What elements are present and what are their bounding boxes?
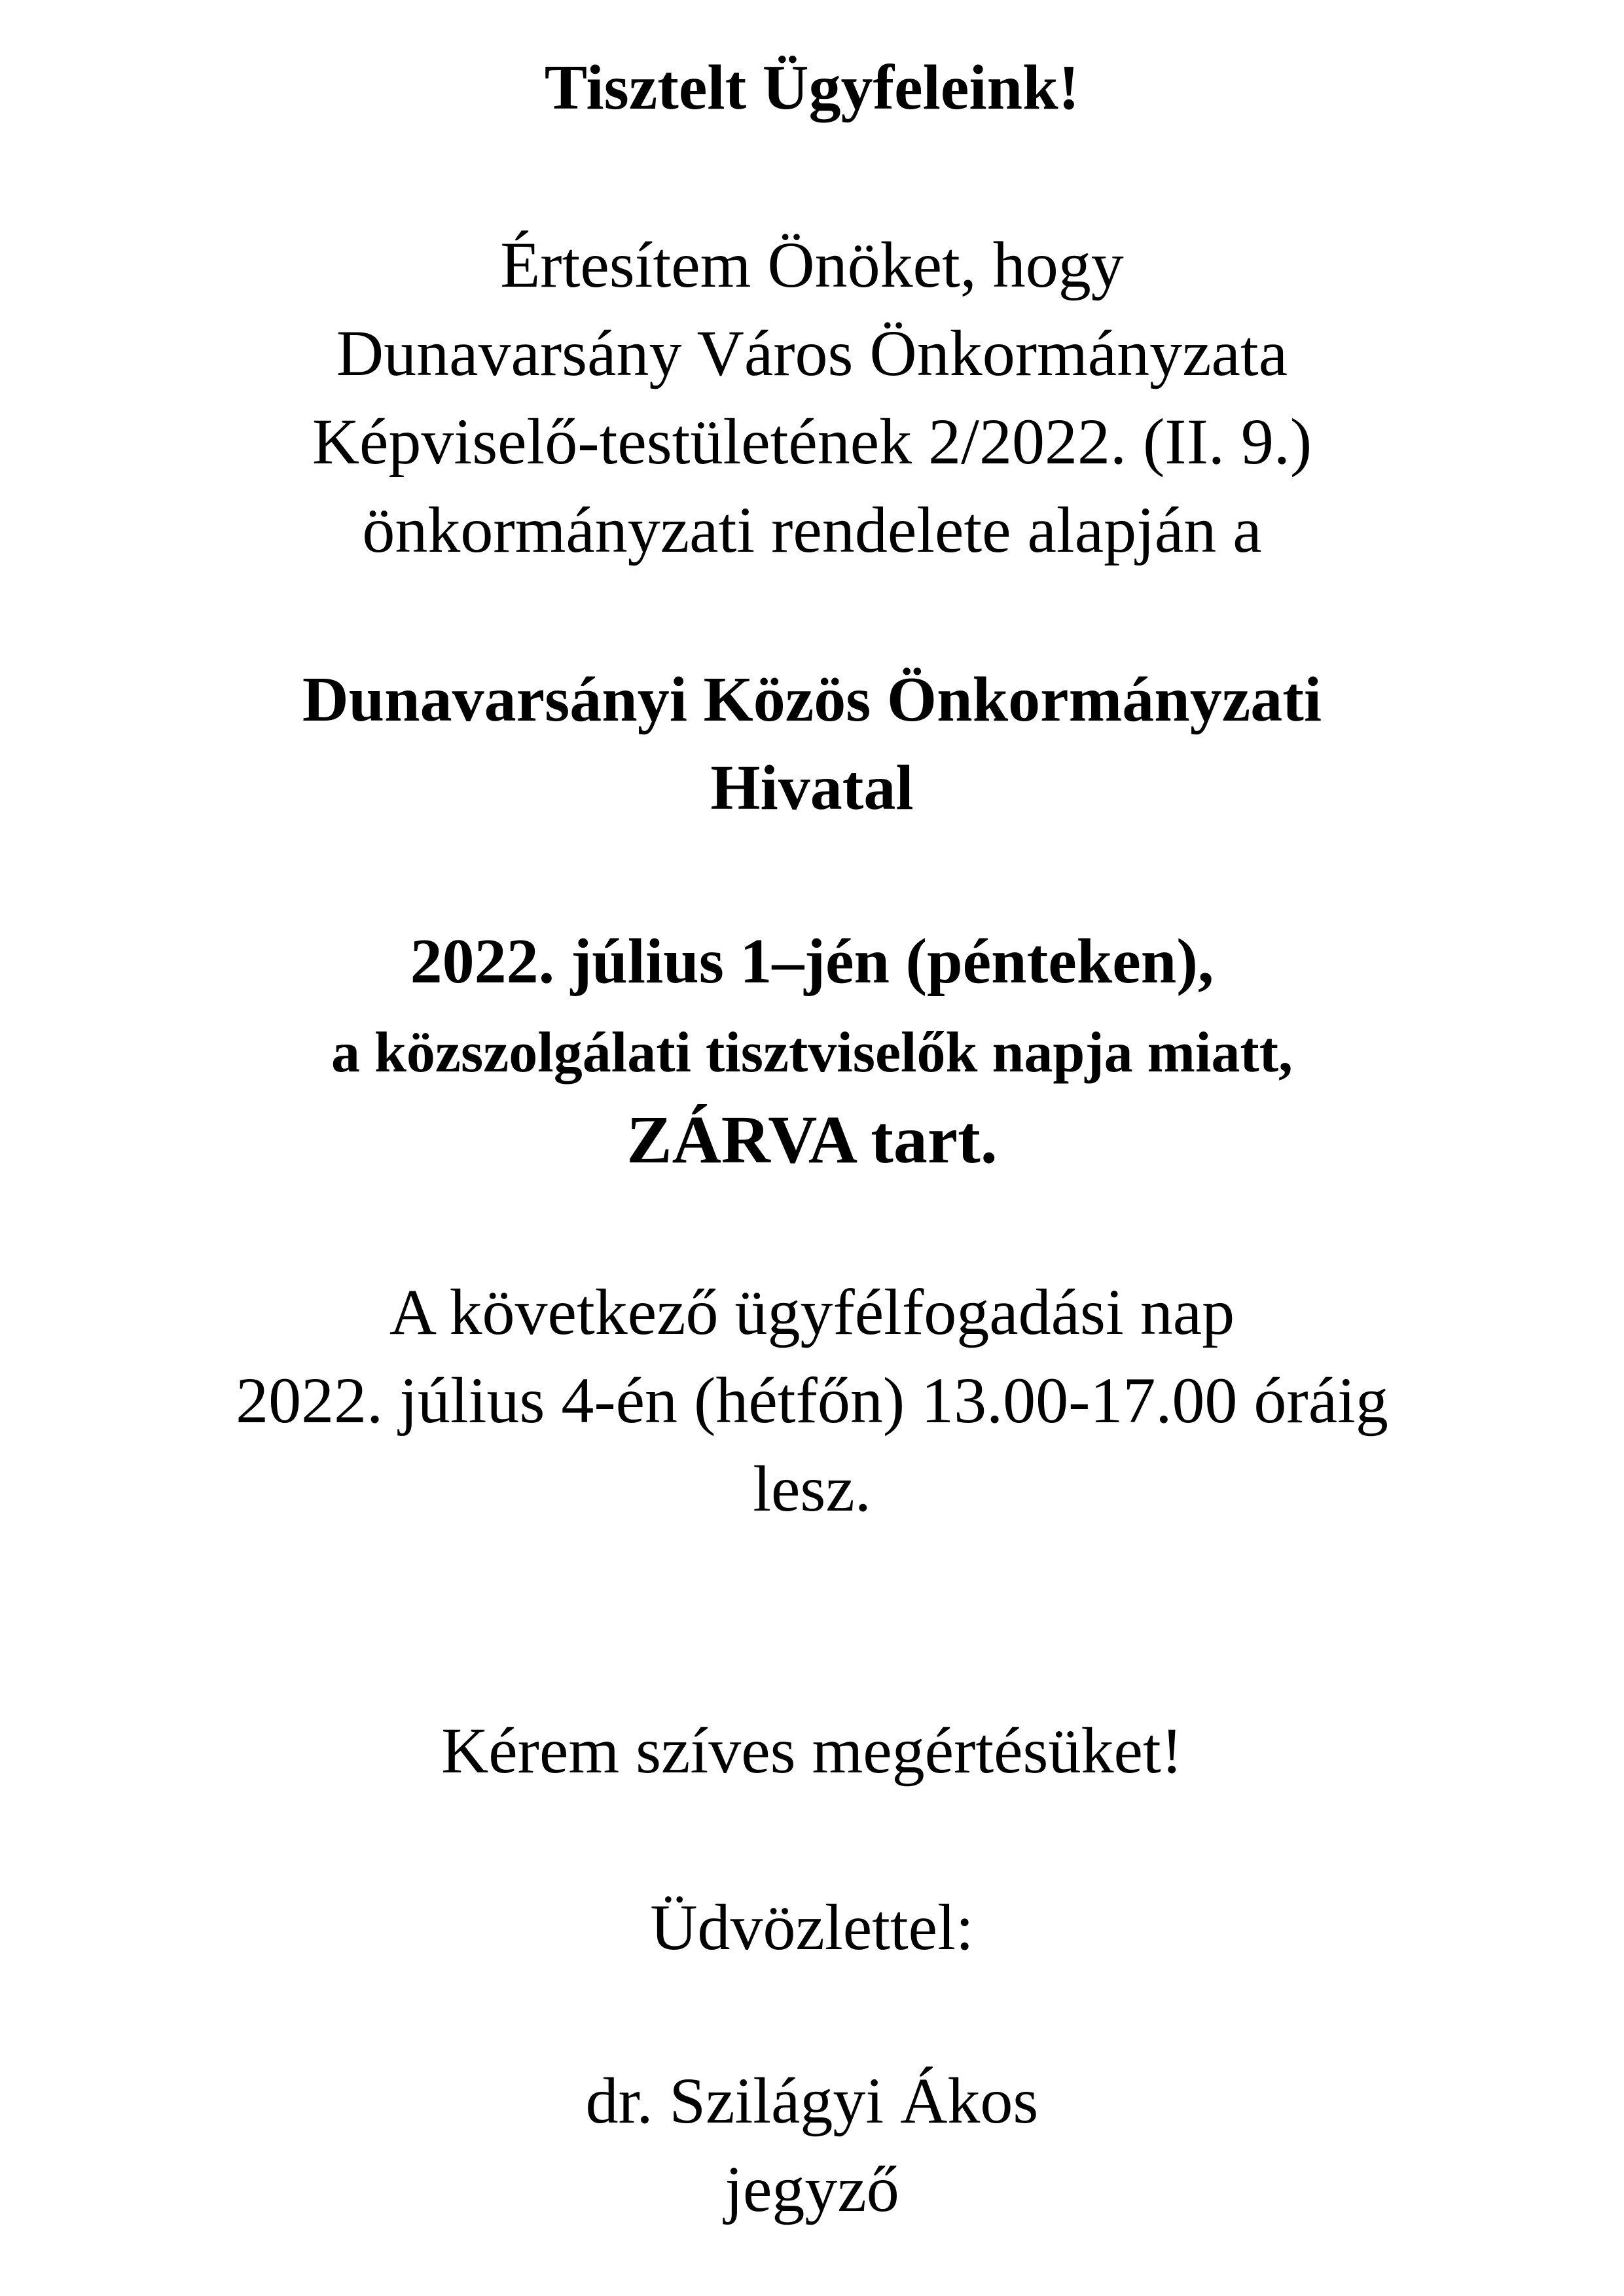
signature-title: jegyző	[725, 2153, 899, 2225]
next-day-line-1: A következő ügyfélfogadási nap	[389, 1276, 1235, 1348]
office-name-line-2: Hivatal	[710, 753, 914, 823]
request-text: Kérem szíves megértésüket!	[441, 1714, 1183, 1787]
next-day-line-2: 2022. július 4-én (hétfőn) 13.00-17.00 óráig	[236, 1364, 1388, 1437]
intro-line-1: Értesítem Önöket, hogy	[500, 228, 1124, 301]
greeting-heading: Tisztelt Ügyfeleink!	[544, 52, 1080, 123]
closure-reason: a közszolgálati tisztviselők napja miatt,	[331, 1021, 1293, 1085]
closing-text: Üdvözlettel:	[650, 1891, 974, 1964]
next-day-line-3: lesz.	[753, 1452, 871, 1525]
intro-line-4: önkormányzati rendelete alapján a	[362, 493, 1262, 566]
closure-date: 2022. július 1–jén (pénteken),	[410, 926, 1214, 997]
intro-line-3: Képviselő-testületének 2/2022. (II. 9.)	[312, 405, 1312, 478]
closure-status: ZÁRVA tart.	[626, 1102, 998, 1177]
office-name-line-1: Dunavarsányi Közös Önkormányzati	[302, 664, 1322, 735]
intro-line-2: Dunavarsány Város Önkormányzata	[336, 317, 1288, 389]
signature-name: dr. Szilágyi Ákos	[585, 2064, 1039, 2137]
